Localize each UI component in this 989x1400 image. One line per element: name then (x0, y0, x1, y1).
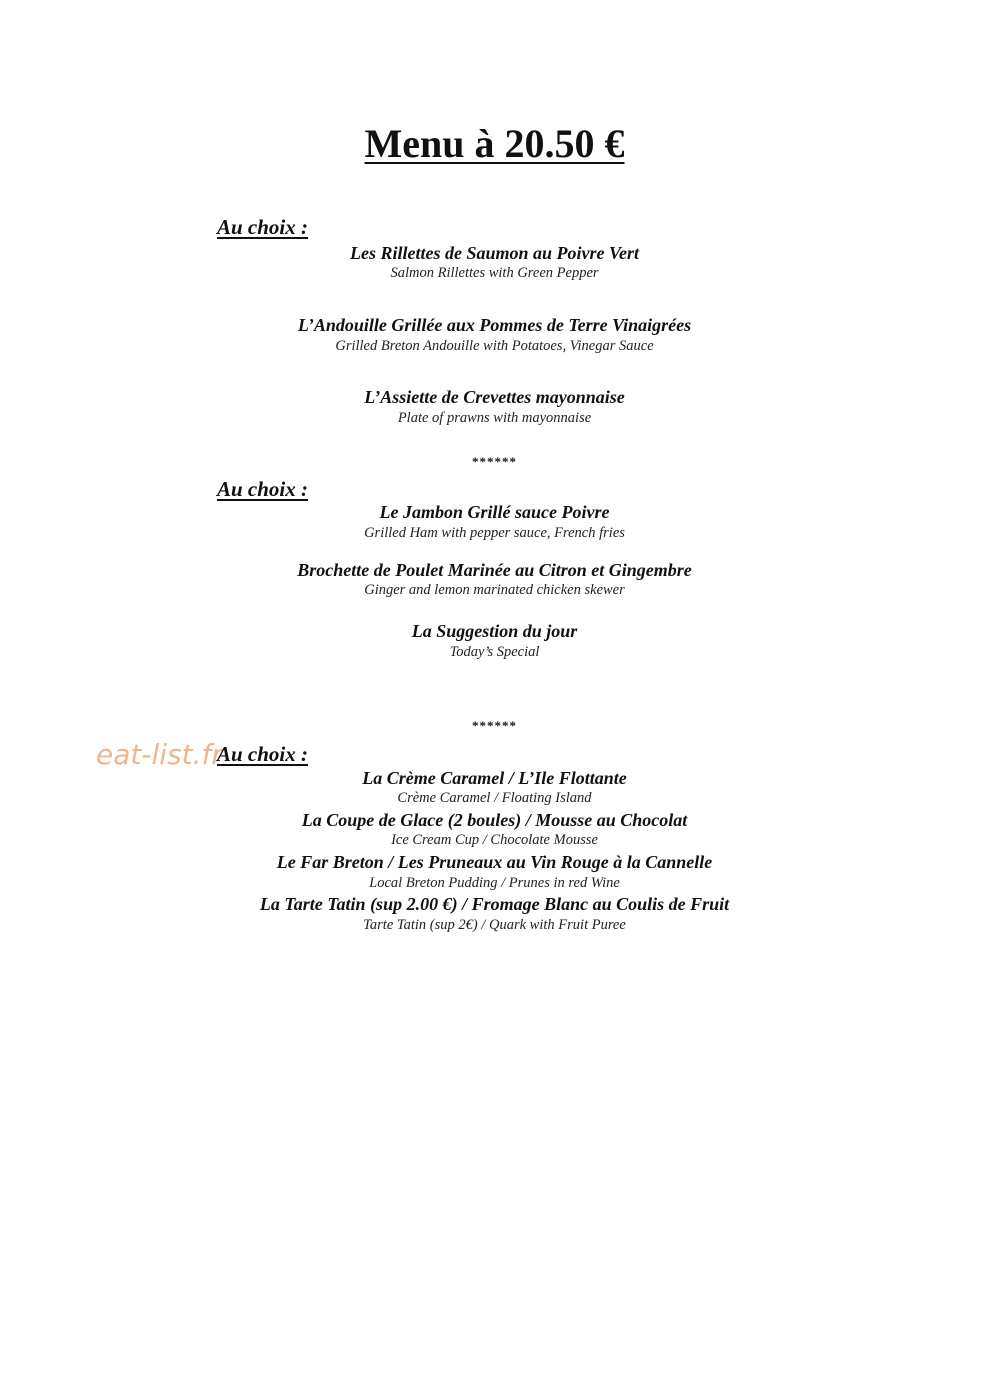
section-label-desserts: Au choix : (217, 742, 309, 766)
dish-translation: Salmon Rillettes with Green Pepper (390, 265, 599, 281)
menu-title (0, 118, 989, 170)
dish-translation: Grilled Breton Andouille with Potatoes, Vinegar Sauce (335, 338, 654, 354)
section-label-mains: Au choix : (217, 477, 309, 501)
dish-translation: Ginger and lemon marinated chicken skewer (364, 582, 625, 598)
dish-name: L’Andouille Grillée aux Pommes de Terre Vinaigrées (297, 315, 692, 335)
section-separator: ****** (472, 454, 517, 469)
dish-name: Le Jambon Grillé sauce Poivre (379, 502, 610, 522)
dish-name: Les Rillettes de Saumon au Poivre Vert (349, 243, 639, 263)
dish-translation: Tarte Tatin (sup 2€) / Quark with Fruit Puree (363, 917, 626, 933)
dish-translation: Local Breton Pudding / Prunes in red Wine (369, 875, 620, 891)
dish-name: L’Assiette de Crevettes mayonnaise (364, 387, 625, 407)
dish-translation: Grilled Ham with pepper sauce, French fries (364, 525, 625, 541)
dish-name: La Suggestion du jour (411, 621, 578, 641)
menu-title-text: Menu à 20.50 € (364, 121, 625, 166)
dish-translation: Crème Caramel / Floating Island (397, 790, 592, 806)
dish-name: Le Far Breton / Les Pruneaux au Vin Rouge à la Cannelle (276, 852, 713, 872)
section-label-starters: Au choix : (217, 215, 309, 239)
dish-translation: Plate of prawns with mayonnaise (397, 410, 592, 426)
dish-name: La Tarte Tatin (sup 2.00 €) / Fromage Blanc au Coulis de Fruit (259, 894, 730, 914)
dish-translation: Today’s Special (449, 644, 540, 660)
dish-translation: Ice Cream Cup / Chocolate Mousse (391, 832, 598, 848)
dish-name: Brochette de Poulet Marinée au Citron et Gingembre (297, 560, 692, 580)
watermark-logo: eat-list.fr (96, 738, 223, 771)
section-separator: ****** (472, 718, 517, 733)
dish-name: La Crème Caramel / L’Ile Flottante (362, 768, 627, 788)
dish-name: La Coupe de Glace (2 boules) / Mousse au Chocolat (301, 810, 688, 830)
